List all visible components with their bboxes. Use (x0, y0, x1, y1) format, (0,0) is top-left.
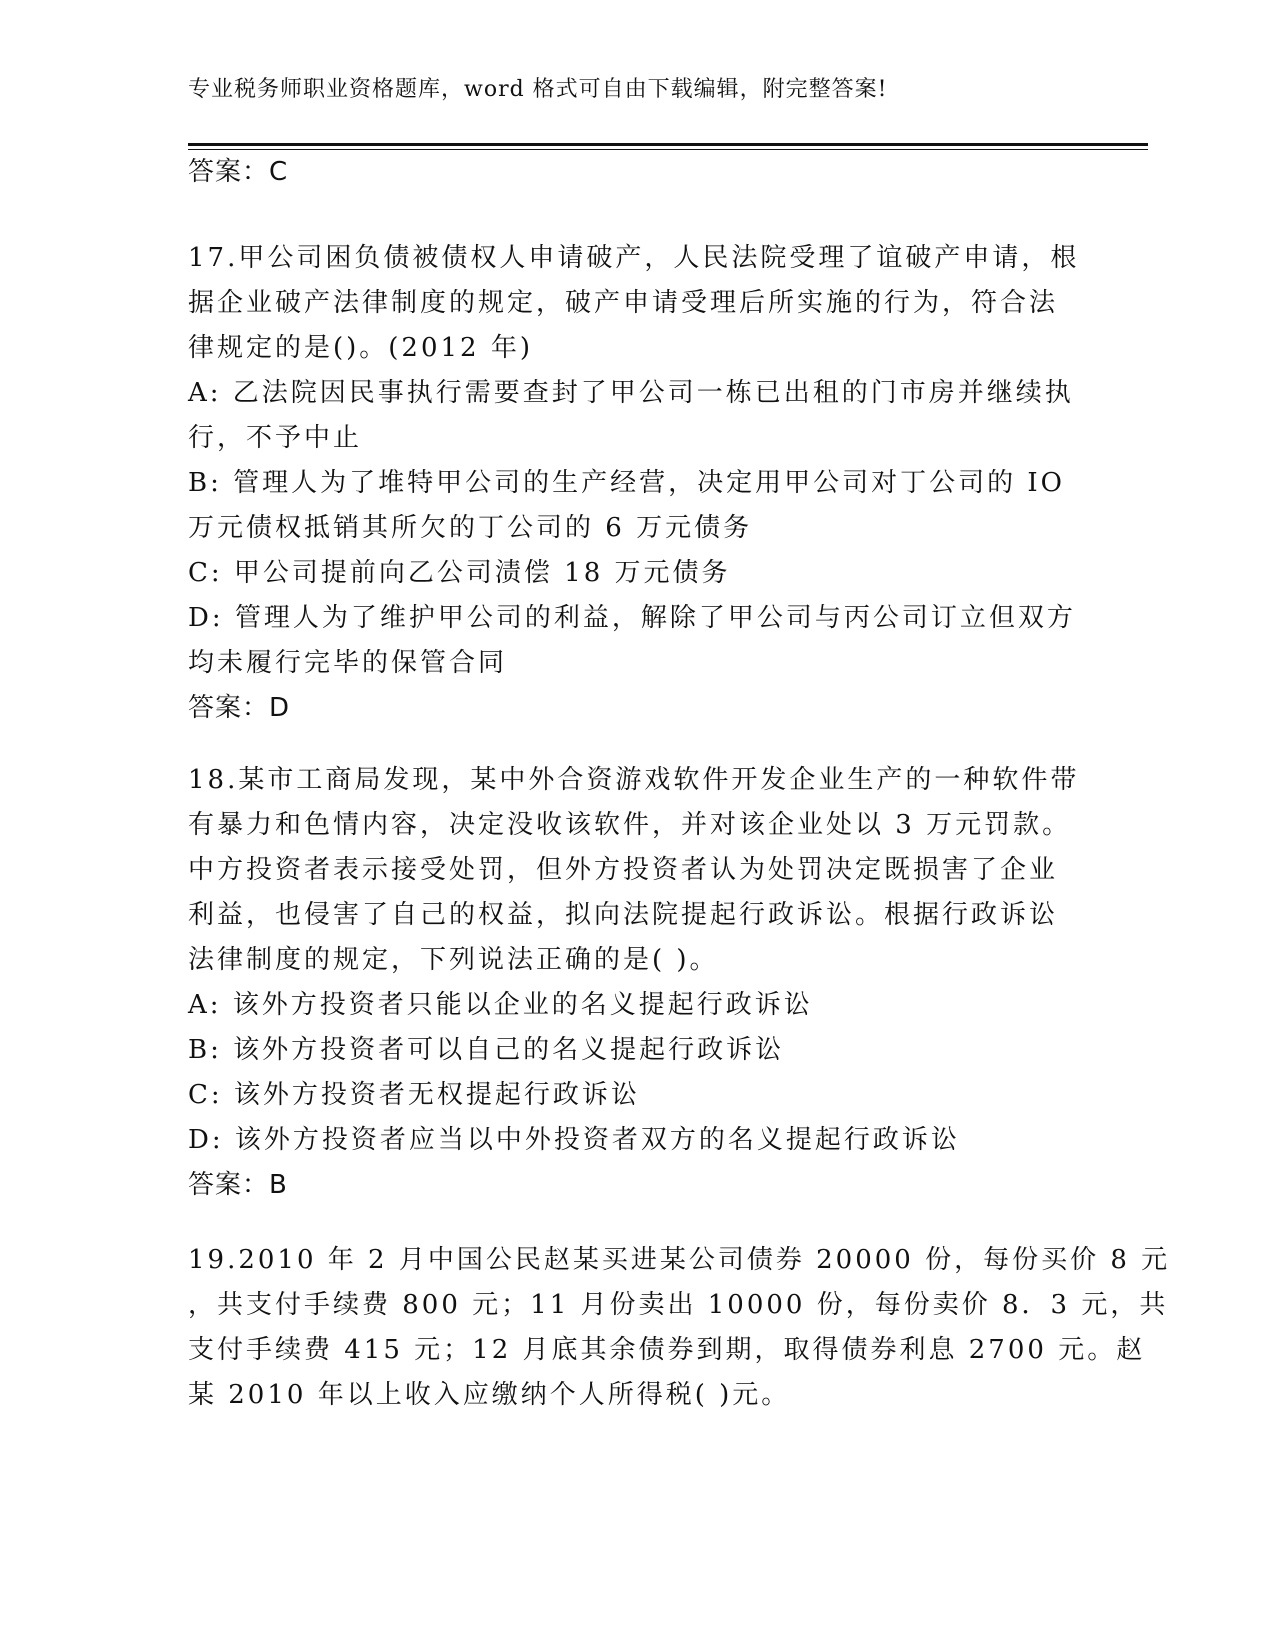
option-d: D: 管理人为了维护甲公司的利益，解除了甲公司与丙公司订立但双方 (188, 603, 1076, 633)
answer-line: 答案：C (188, 157, 289, 187)
option-b: B: 该外方投资者可以自己的名义提起行政诉讼 (188, 1035, 785, 1065)
option-b-continued: 万元债权抵销其所欠的丁公司的 6 万元债务 (188, 513, 753, 543)
answer-line: 答案：B (188, 1170, 288, 1200)
question-text-line: 据企业破产法律制度的规定，破产申请受理后所实施的行为，符合法 (188, 288, 1059, 318)
question-text-line: 中方投资者表示接受处罚，但外方投资者认为处罚决定既损害了企业 (188, 855, 1059, 885)
option-d: D: 该外方投资者应当以中外投资者双方的名义提起行政诉讼 (188, 1125, 960, 1155)
question-text-line: 18.某市工商局发现，某中外合资游戏软件开发企业生产的一种软件带 (188, 765, 1080, 795)
question-19 (188, 1238, 1171, 1418)
option-c: C: 该外方投资者无权提起行政诉讼 (188, 1080, 640, 1110)
option-b: B: 管理人为了堆特甲公司的生产经营，决定用甲公司对丁公司的 IO (188, 468, 1065, 498)
question-text-line: 支付手续费 415 元；12 月底其余债券到期，取得债券利息 2700 元。赵 (188, 1335, 1146, 1365)
option-a: A: 该外方投资者只能以企业的名义提起行政诉讼 (188, 990, 813, 1020)
question-text-line: 法律制度的规定，下列说法正确的是( )。 (188, 945, 719, 975)
question-17 (188, 236, 1080, 731)
question-18 (188, 758, 1080, 1208)
answer-line: 答案：D (188, 693, 291, 723)
question-text-line: 某 2010 年以上收入应缴纳个人所得税( )元。 (188, 1380, 791, 1410)
question-text-line: ，共支付手续费 800 元；11 月份卖出 10000 份，每份卖价 8．3 元，共 (188, 1290, 1169, 1320)
question-text-line: 19.2010 年 2 月中国公民赵某买进某公司债券 20000 份，每份买价 8 元 (188, 1245, 1171, 1275)
question-text-line: 利益，也侵害了自己的权益，拟向法院提起行政诉讼。根据行政诉讼 (188, 900, 1059, 930)
question-text-line: 律规定的是()。(2012 年) (188, 333, 534, 363)
question-text-line: 17.甲公司困负债被债权人申请破产，人民法院受理了谊破产申请，根 (188, 243, 1080, 273)
option-d-continued: 均未履行完毕的保管合同 (188, 648, 508, 678)
question-text-line: 有暴力和色情内容，决定没收该软件，并对该企业处以 3 万元罚款。 (188, 810, 1072, 840)
option-a: A: 乙法院因民事执行需要查封了甲公司一栋已出租的门市房并继续执 (188, 378, 1074, 408)
option-c: C: 甲公司提前向乙公司渍偿 18 万元债务 (188, 558, 731, 588)
page-header: 专业税务师职业资格题库，word 格式可自由下载编辑，附完整答案! (188, 77, 888, 102)
header-rule-thick (188, 143, 1148, 146)
option-a-continued: 行，不予中止 (188, 423, 363, 453)
previous-answer-block (188, 150, 1068, 195)
